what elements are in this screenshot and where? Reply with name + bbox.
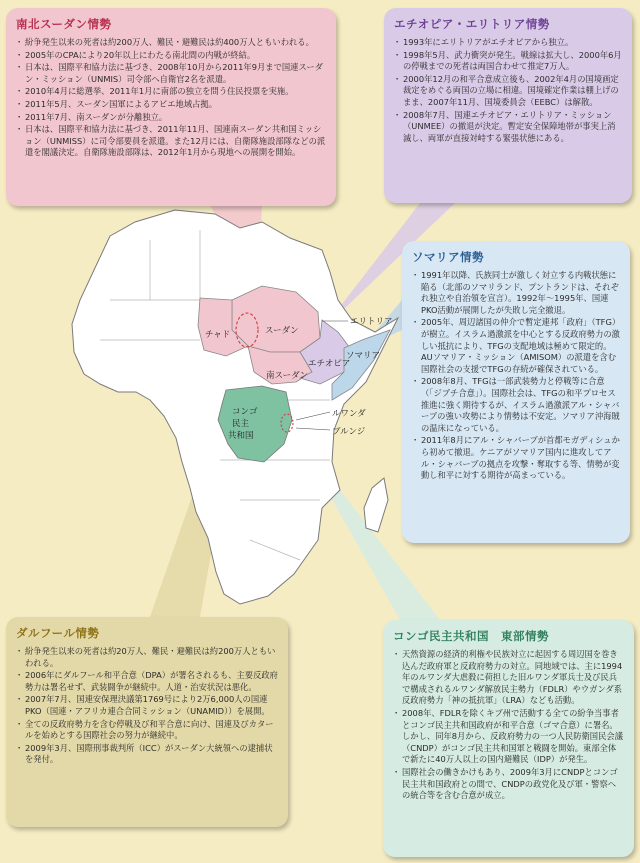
list-item: ・ 2011年7月、南スーダンが分離独立。 bbox=[16, 112, 326, 124]
list-item: ・ 2011年8月にアル・シャバーブが首都モガディシュから初めて撤退。ケニアがソマリア国内に進攻してアル・シャバーブの拠点を攻撃・奪取する等、情勢が変動し和平に対する期待が高まっている。 bbox=[412, 435, 620, 481]
list-item: ・ 天然資源の経済的利権や民族対立に起因する周辺国を巻き込んだ政府軍と反政府勢力の対立。同地域では、主に1994年のルワンダ大虐殺に荷担した旧ルワンダ軍兵士及び民兵で構成されるルワンダ解放民主勢力（FDLR）やウガンダ系反政府勢力「神の抵抗軍」（LRA）なども活動。 bbox=[393, 649, 624, 707]
list-item: ・ 紛争発生以来の死者は約200万人、難民・避難民は約400万人ともいわれる。 bbox=[16, 37, 326, 49]
list-item: ・ 2005年のCPAにより20年以上にわたる南北間の内戦が終結。 bbox=[16, 50, 326, 62]
panel-sudan bbox=[6, 8, 336, 206]
label-drc-3: 共和国 bbox=[228, 431, 254, 441]
list-item: ・ 2008年8月、TFGは一部武装勢力と停戦等に合意（「ジブチ合意」）。国際社会は、TFGの和平プロセス推進に強く期待するが、イスラム過激派アル・シャバーブの強い攻勢により情勢は不安定。ソマリア沖海賊の温床になっている。 bbox=[412, 376, 620, 434]
list-item: ・ 1998年5月、武力衝突が発生。戦線は拡大し、2000年6月の停戦までの死者は両国合わせて推定7万人。 bbox=[394, 50, 622, 73]
list-item: ・ 日本は、国際平和協力法に基づき、2011年11月、国連南スーダン共和国ミッション（UNMISS）に司令部要員を派遣。また12月には、自衛隊施設部隊などの派遣を閣議決定。自衛隊施設部隊は、2012年1月から現地への展開を開始。 bbox=[16, 124, 326, 159]
list-item: ・ 2011年5月、スーダン国軍によるアビエ地域占拠。 bbox=[16, 99, 326, 111]
list-item: ・ 2008年、FDLRを除くキブ州で活動する全ての紛争当事者とコンゴ民主共和国政府が和平合意（ゴマ合意）に署名。しかし、同年8月から、反政府勢力の一つ人民防衛国民会議（CNDP）がコンゴ民主共和国軍と戦闘を開始。東部全体で新たに40万人以上の国内避難民（IDP）が発生。 bbox=[393, 708, 624, 766]
label-ethiopia: エチオピア bbox=[308, 359, 351, 369]
list-item: ・ 2008年7月、国連エチオピア・エリトリア・ミッション（UNMEE）の撤退が決定。暫定安全保障地帯が事実上消滅し、両軍が直接対峙する緊張状態にある。 bbox=[394, 110, 622, 145]
list-item: ・ 2006年にダルフール和平合意（DPA）が署名されるも、主要反政府勢力は署名せず、武装闘争が継続中。人道・治安状況は悪化。 bbox=[16, 670, 278, 693]
list-item: ・ 日本は、国際平和協力法に基づき、2008年10月から2011年9月まで国連スーダン・ミッション（UNMIS）司令部へ自衛官2名を派遣。 bbox=[16, 62, 326, 85]
list-item: ・ 紛争発生以来の死者は約20万人、難民・避難民は約200万人ともいわれる。 bbox=[16, 646, 278, 669]
panel-somalia-title: ソマリア情勢 bbox=[412, 250, 484, 264]
panel-drc-list bbox=[393, 649, 624, 802]
panel-somalia bbox=[402, 241, 630, 543]
madagascar bbox=[364, 478, 388, 532]
list-item: ・ 全ての反政府勢力を含む停戦及び和平合意に向け、国連及びカタールを始めとする国際社会の努力が継続中。 bbox=[16, 719, 278, 742]
panel-sudan-list bbox=[16, 37, 326, 159]
panel-darfur-list bbox=[16, 646, 278, 766]
panel-ethiopia-eritrea bbox=[384, 8, 632, 203]
label-drc-1: コンゴ bbox=[232, 407, 258, 417]
label-burundi: ブルンジ bbox=[332, 427, 366, 437]
list-item: ・ 1993年にエリトリアがエチオピアから独立。 bbox=[394, 37, 622, 49]
label-sudan: スーダン bbox=[265, 326, 299, 336]
list-item: ・ 国際社会の働きかけもあり、2009年3月にCNDPとコンゴ民主共和国政府との間で、CNDPの政党化及び軍・警察への統合等を含む合意が成立。 bbox=[393, 767, 624, 802]
label-south-sudan: 南スーダン bbox=[266, 371, 309, 381]
panel-sudan-title: 南北スーダン情勢 bbox=[16, 17, 112, 31]
label-eritrea: エリトリア bbox=[350, 317, 393, 327]
list-item: ・ 2000年12月の和平合意成立後も、2002年4月の国境画定裁定をめぐる両国の立場に相違。国境確定作業は棚上げのまま、2007年11月、国境委員会（EEBC）は解散。 bbox=[394, 74, 622, 109]
panel-ethiopia-title: エチオピア・エリトリア情勢 bbox=[394, 17, 550, 31]
panel-ethiopia-list bbox=[394, 37, 622, 144]
list-item: ・ 2010年4月に総選挙、2011年1月に南部の独立を問う住民投票を実施。 bbox=[16, 86, 326, 98]
label-rwanda: ルワンダ bbox=[332, 409, 366, 419]
list-item: ・ 1991年以降、氏族同士が激しく対立する内戦状態に陥る（北部のソマリランド、プントランドは、それぞれ独立や自治領を宣言）。1992年〜1995年、国連PKO活動が展開したが失敗し完全撤退。 bbox=[412, 270, 620, 316]
list-item: ・ 2007年7月、国連安保理決議第1769号により2万6,000人の国連PKO（国連・アフリカ連合合同ミッション（UNAMID））を展開。 bbox=[16, 694, 278, 717]
panel-darfur bbox=[6, 617, 288, 827]
label-somalia: ソマリア bbox=[346, 351, 381, 361]
panel-somalia-list bbox=[412, 270, 620, 482]
label-drc-2: 民主 bbox=[232, 419, 250, 429]
label-chad: チャド bbox=[205, 330, 231, 340]
panel-drc bbox=[383, 620, 634, 857]
panel-darfur-title: ダルフール情勢 bbox=[16, 626, 100, 640]
list-item: ・ 2005年、周辺諸国の仲介で暫定連邦「政府」（TFG）が樹立。イスラム過激派を中心とする反政府勢力の激しい抵抗により、TFGの支配地域は極めて限定的。AUソマリア・ミッション（AMISOM）の派遣を含む国際社会の支援でTFGの存続が確保されている。 bbox=[412, 317, 620, 375]
list-item: ・ 2009年3月、国際刑事裁判所（ICC）がスーダン大統領への逮捕状を発付。 bbox=[16, 743, 278, 766]
panel-drc-title: コンゴ民主共和国 東部情勢 bbox=[393, 629, 549, 643]
